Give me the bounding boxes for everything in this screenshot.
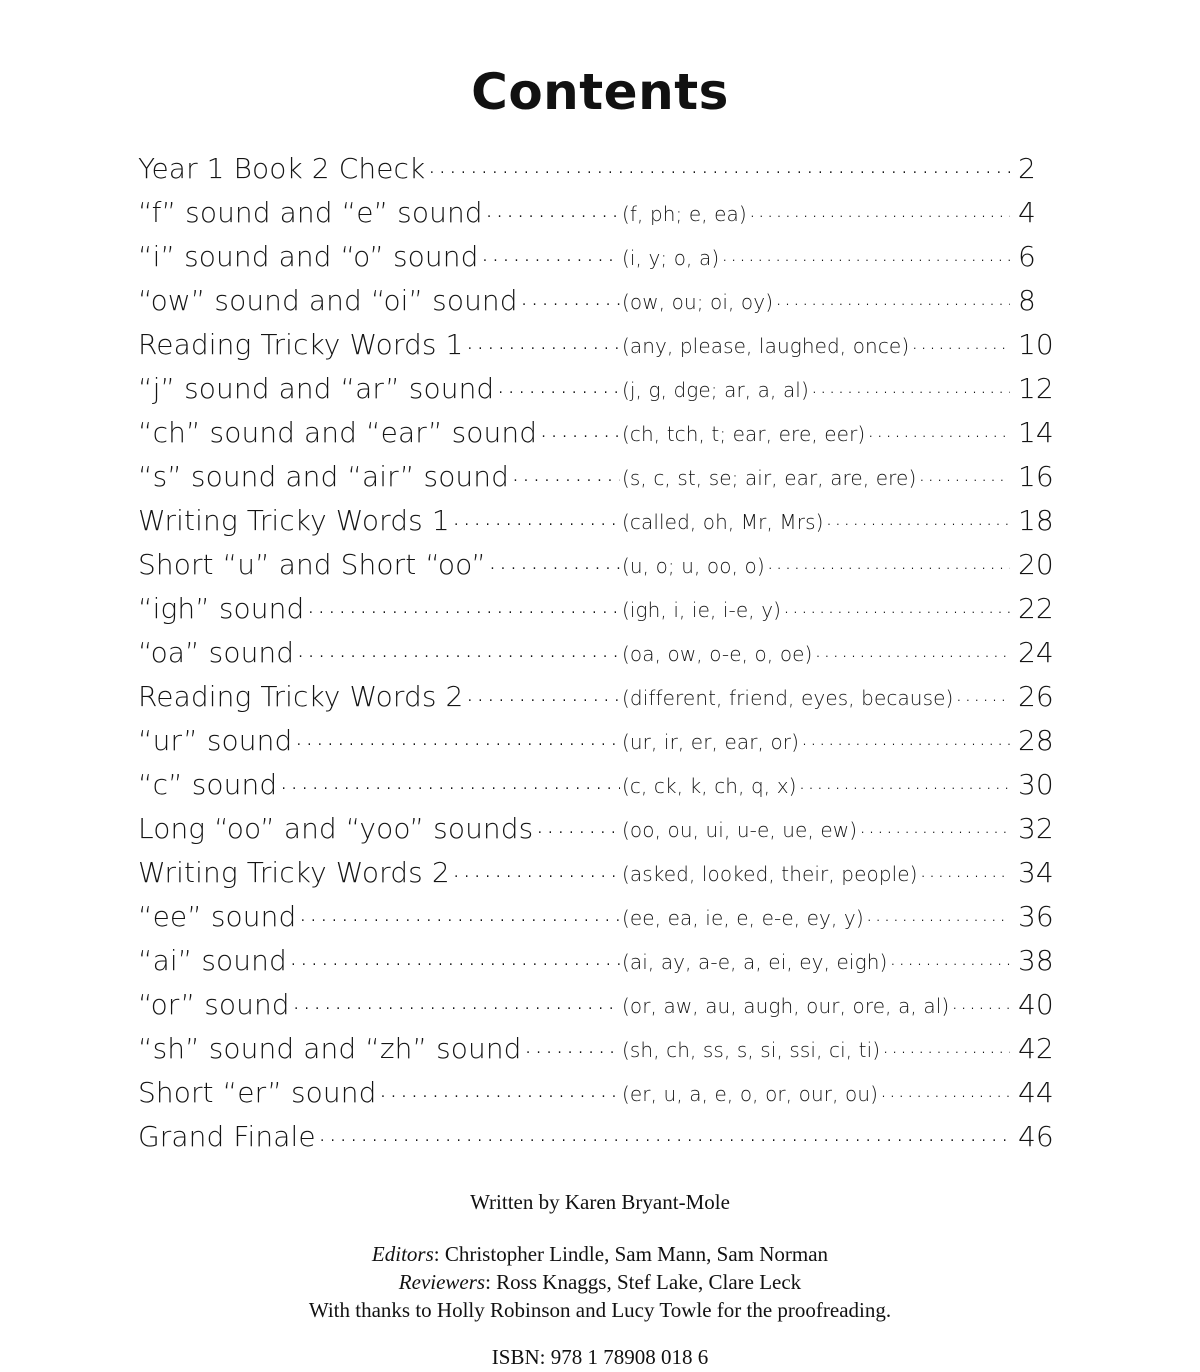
leader-dots: [520, 282, 620, 310]
leader-dots: [951, 986, 1010, 1014]
leader-dots: [783, 590, 1010, 618]
toc-entry[interactable]: [138, 678, 1066, 722]
toc-entry-page-number[interactable]: 6: [1018, 240, 1036, 273]
toc-entry-graphemes: (ch, tch, t; ear, ere, eer): [622, 422, 866, 446]
toc-entry-title: “ee” sound: [138, 900, 297, 933]
toc-entry-title: Long “oo” and “yoo” sounds: [138, 812, 534, 845]
toc-entry-title-cell: [138, 238, 622, 273]
toc-entry-title: “ch” sound and “ear” sound: [138, 416, 538, 449]
toc-entry-graphemes-cell: [622, 414, 1012, 447]
leader-dots: [292, 986, 620, 1014]
toc-entry[interactable]: [138, 282, 1066, 326]
leader-dots: [465, 326, 620, 354]
toc-entry-title: “ur” sound: [138, 724, 293, 757]
toc-entry-title-cell: [138, 766, 622, 801]
toc-entry[interactable]: [138, 898, 1066, 942]
toc-entry[interactable]: [138, 590, 1066, 634]
toc-entry-graphemes-cell: [622, 502, 1012, 535]
toc-entry-graphemes: (sh, ch, ss, s, si, ssi, ci, ti): [622, 1038, 881, 1062]
toc-entry[interactable]: [138, 150, 1066, 194]
leader-dots: [859, 810, 1010, 838]
toc-entry-title-cell: [138, 854, 622, 889]
toc-entry[interactable]: [138, 194, 1066, 238]
toc-entry[interactable]: [138, 546, 1066, 590]
leader-dots: [814, 634, 1010, 662]
credit-editors: [0, 1241, 1200, 1269]
toc-entry-graphemes: (called, oh, Mr, Mrs): [622, 510, 824, 534]
toc-entry-graphemes: (oa, ow, o-e, o, oe): [622, 642, 813, 666]
leader-dots: [749, 194, 1010, 222]
leader-dots: [279, 766, 620, 794]
toc-entry-graphemes: (igh, i, ie, i-e, y): [622, 598, 782, 622]
toc-entry-title-cell: [138, 282, 622, 317]
toc-entry-title: “c” sound: [138, 768, 278, 801]
toc-entry-graphemes-cell: [622, 282, 1012, 315]
toc-entry[interactable]: [138, 986, 1066, 1030]
toc-entry-graphemes-cell: [622, 986, 1012, 1019]
toc-entry-page-number[interactable]: 28: [1018, 724, 1054, 757]
leader-dots: [799, 766, 1010, 794]
leader-dots: [289, 942, 620, 970]
toc-entry-title-cell: [138, 150, 1012, 185]
leader-dots: [296, 634, 620, 662]
leader-dots: [867, 414, 1010, 442]
toc-entry-page-number[interactable]: 4: [1018, 196, 1036, 229]
leader-dots: [465, 678, 620, 706]
toc-entry-title-cell: [138, 1030, 622, 1065]
toc-entry-title-cell: [138, 502, 622, 537]
leader-dots: [882, 1030, 1010, 1058]
toc-entry-title-cell: [138, 678, 622, 713]
toc-entry-title: “or” sound: [138, 988, 290, 1021]
toc-entry-title-cell: [138, 326, 622, 361]
toc-entry-graphemes: (i, y; o, a): [622, 246, 720, 270]
toc-entry-graphemes: (ur, ir, er, ear, or): [622, 730, 800, 754]
toc-entry-title: Writing Tricky Words 1: [138, 504, 450, 537]
toc-entry-page-number[interactable]: 32: [1018, 812, 1054, 845]
toc-entry-page-number[interactable]: 36: [1018, 900, 1054, 933]
toc-entry[interactable]: [138, 1118, 1066, 1162]
leader-dots: [306, 590, 620, 618]
toc-entry-page-number[interactable]: 26: [1018, 680, 1054, 713]
leader-dots: [920, 854, 1010, 882]
leader-dots: [524, 1030, 620, 1058]
toc-entry-title: Writing Tricky Words 2: [138, 856, 450, 889]
toc-entry-title: “i” sound and “o” sound: [138, 240, 479, 273]
toc-entry-page-number[interactable]: 30: [1018, 768, 1054, 801]
toc-entry[interactable]: [138, 942, 1066, 986]
toc-entry-graphemes-cell: [622, 810, 1012, 843]
toc-entry-graphemes: (s, c, st, se; air, ear, are, ere): [622, 466, 917, 490]
toc-entry-graphemes-cell: [622, 590, 1012, 623]
toc-entry[interactable]: [138, 238, 1066, 282]
toc-entry[interactable]: [138, 634, 1066, 678]
toc-entry-title-cell: [138, 722, 622, 757]
toc-entry-title: “s” sound and “air” sound: [138, 460, 509, 493]
leader-dots: [880, 1074, 1010, 1102]
leader-dots: [318, 1118, 1010, 1146]
toc-entry-title: Grand Finale: [138, 1120, 316, 1153]
toc-entry-title-cell: [138, 986, 622, 1021]
toc-entry-graphemes-cell: [622, 1030, 1012, 1063]
toc-entry[interactable]: [138, 414, 1066, 458]
toc-entry-page-number[interactable]: 16: [1018, 460, 1054, 493]
toc-entry-page-number[interactable]: 20: [1018, 548, 1054, 581]
toc-entry-title: Short “u” and Short “oo”: [138, 548, 486, 581]
toc-entry-title-cell: [138, 898, 622, 933]
toc-entry-page-number[interactable]: 34: [1018, 856, 1054, 889]
toc-entry-page-number[interactable]: 2: [1018, 152, 1036, 185]
leader-dots: [298, 898, 620, 926]
toc-entry-page-number[interactable]: 14: [1018, 416, 1054, 449]
toc-entry-graphemes: (or, aw, au, augh, our, ore, a, al): [622, 994, 950, 1018]
credit-reviewers: [0, 1269, 1200, 1297]
toc-entry-title-cell: [138, 194, 622, 229]
isbn: ISBN: 978 1 78908 018 6: [491, 1344, 709, 1369]
toc-entry-page-number[interactable]: 18: [1018, 504, 1054, 537]
toc-entry-page-number[interactable]: 8: [1018, 284, 1036, 317]
toc-entry-title: “oa” sound: [138, 636, 295, 669]
toc-entry-graphemes-cell: [622, 370, 1012, 403]
leader-dots: [866, 898, 1010, 926]
toc-entry-graphemes-cell: [622, 678, 1012, 711]
toc-entry-graphemes-cell: [622, 458, 1012, 491]
toc-entry-graphemes: (er, u, a, e, o, or, our, ou): [622, 1082, 879, 1106]
leader-dots: [911, 326, 1010, 354]
toc-entry-title: “sh” sound and “zh” sound: [138, 1032, 522, 1065]
leader-dots: [826, 502, 1010, 530]
toc-entry[interactable]: [138, 722, 1066, 766]
leader-dots: [488, 546, 620, 574]
toc-entry-title-cell: [138, 1118, 1012, 1153]
toc-entry-title: “j” sound and “ar” sound: [138, 372, 495, 405]
leader-dots: [452, 854, 620, 882]
credit-author: Written by Karen Bryant-Mole: [470, 1190, 730, 1214]
credit-reviewers-label: Reviewers: [398, 1269, 486, 1294]
table-of-contents: [138, 150, 1066, 1162]
toc-entry-title-cell: [138, 634, 622, 669]
toc-entry-graphemes: (oo, ou, ui, u-e, ue, ew): [622, 818, 858, 842]
leader-dots: [511, 458, 620, 486]
toc-entry-graphemes-cell: [622, 1074, 1012, 1107]
toc-entry-graphemes-cell: [622, 194, 1012, 227]
credit-editors-label: Editors: [371, 1242, 434, 1266]
toc-entry-page-number[interactable]: 44: [1018, 1076, 1054, 1109]
leader-dots: [539, 414, 620, 442]
toc-entry-title-cell: [138, 458, 622, 493]
credit-editors-names: : Christopher Lindle, Sam Mann, Sam Norman: [433, 1242, 829, 1266]
toc-entry[interactable]: [138, 458, 1066, 502]
toc-entry-graphemes-cell: [622, 722, 1012, 755]
toc-entry-graphemes: (ow, ou; oi, oy): [622, 290, 774, 314]
toc-entry[interactable]: [138, 502, 1066, 546]
toc-entry-title: “ow” sound and “oi” sound: [138, 284, 518, 317]
credit-reviewers-names: : Ross Knaggs, Stef Lake, Clare Leck: [485, 1269, 802, 1294]
toc-entry-graphemes: (any, please, laughed, once): [622, 334, 910, 358]
leader-dots: [801, 722, 1010, 750]
leader-dots: [721, 238, 1010, 266]
leader-dots: [955, 678, 1010, 706]
toc-entry[interactable]: [138, 370, 1066, 414]
leader-dots: [427, 150, 1010, 178]
toc-entry-graphemes: (different, friend, eyes, because): [622, 686, 954, 710]
leader-dots: [535, 810, 620, 838]
toc-entry-title: Year 1 Book 2 Check: [138, 152, 426, 185]
credit-thanks: With thanks to Holly Robinson and Lucy Towle for the proofreading.: [308, 1297, 892, 1322]
toc-entry-title: “igh” sound: [138, 592, 305, 625]
toc-entry-title: Short “er” sound: [138, 1076, 377, 1109]
leader-dots: [485, 194, 620, 222]
toc-entry-title-cell: [138, 414, 622, 449]
toc-entry-graphemes: (asked, looked, their, people): [622, 862, 918, 886]
leader-dots: [480, 238, 620, 266]
toc-entry-title: Reading Tricky Words 1: [138, 328, 464, 361]
toc-entry[interactable]: [138, 326, 1066, 370]
toc-entry[interactable]: [138, 1030, 1066, 1074]
toc-entry[interactable]: [138, 854, 1066, 898]
toc-entry-graphemes: (j, g, dge; ar, a, al): [622, 378, 809, 402]
leader-dots: [452, 502, 620, 530]
leader-dots: [496, 370, 620, 398]
leader-dots: [889, 942, 1010, 970]
toc-entry-title-cell: [138, 546, 622, 581]
toc-entry-title-cell: [138, 1074, 622, 1109]
toc-entry-graphemes: (ai, ay, a-e, a, ei, ey, eigh): [622, 950, 888, 974]
toc-entry-graphemes-cell: [622, 238, 1012, 271]
leader-dots: [918, 458, 1010, 486]
toc-entry-graphemes-cell: [622, 898, 1012, 931]
toc-entry[interactable]: [138, 1074, 1066, 1118]
toc-entry-page-number[interactable]: 12: [1018, 372, 1054, 405]
toc-entry-title: Reading Tricky Words 2: [138, 680, 464, 713]
toc-entry-graphemes: (u, o; u, oo, o): [622, 554, 765, 578]
toc-entry-page-number[interactable]: 46: [1018, 1120, 1054, 1153]
toc-entry-page-number[interactable]: 42: [1018, 1032, 1054, 1065]
leader-dots: [811, 370, 1010, 398]
toc-entry-page-number[interactable]: 24: [1018, 636, 1054, 669]
toc-entry-page-number[interactable]: 40: [1018, 988, 1054, 1021]
toc-entry-graphemes-cell: [622, 546, 1012, 579]
toc-entry[interactable]: [138, 810, 1066, 854]
leader-dots: [378, 1074, 620, 1102]
toc-entry-title-cell: [138, 370, 622, 405]
toc-entry-graphemes: (f, ph; e, ea): [622, 202, 747, 226]
toc-entry-graphemes-cell: [622, 634, 1012, 667]
toc-entry-title-cell: [138, 810, 622, 845]
leader-dots: [767, 546, 1010, 574]
toc-entry-title-cell: [138, 590, 622, 625]
toc-entry-graphemes-cell: [622, 766, 1012, 799]
toc-entry-graphemes-cell: [622, 942, 1012, 975]
toc-entry-page-number[interactable]: 22: [1018, 592, 1054, 625]
toc-entry[interactable]: [138, 766, 1066, 810]
toc-entry-title: “f” sound and “e” sound: [138, 196, 483, 229]
toc-entry-page-number[interactable]: 38: [1018, 944, 1054, 977]
toc-entry-page-number[interactable]: 10: [1018, 328, 1054, 361]
toc-entry-graphemes: (c, ck, k, ch, q, x): [622, 774, 797, 798]
leader-dots: [294, 722, 620, 750]
toc-entry-title-cell: [138, 942, 622, 977]
page-title: Contents: [471, 63, 729, 121]
leader-dots: [775, 282, 1010, 310]
toc-entry-title: “ai” sound: [138, 944, 287, 977]
toc-entry-graphemes: (ee, ea, ie, e, e-e, ey, y): [622, 906, 864, 930]
toc-entry-graphemes-cell: [622, 854, 1012, 887]
credits-block: [0, 1190, 1200, 1372]
toc-entry-graphemes-cell: [622, 326, 1012, 359]
